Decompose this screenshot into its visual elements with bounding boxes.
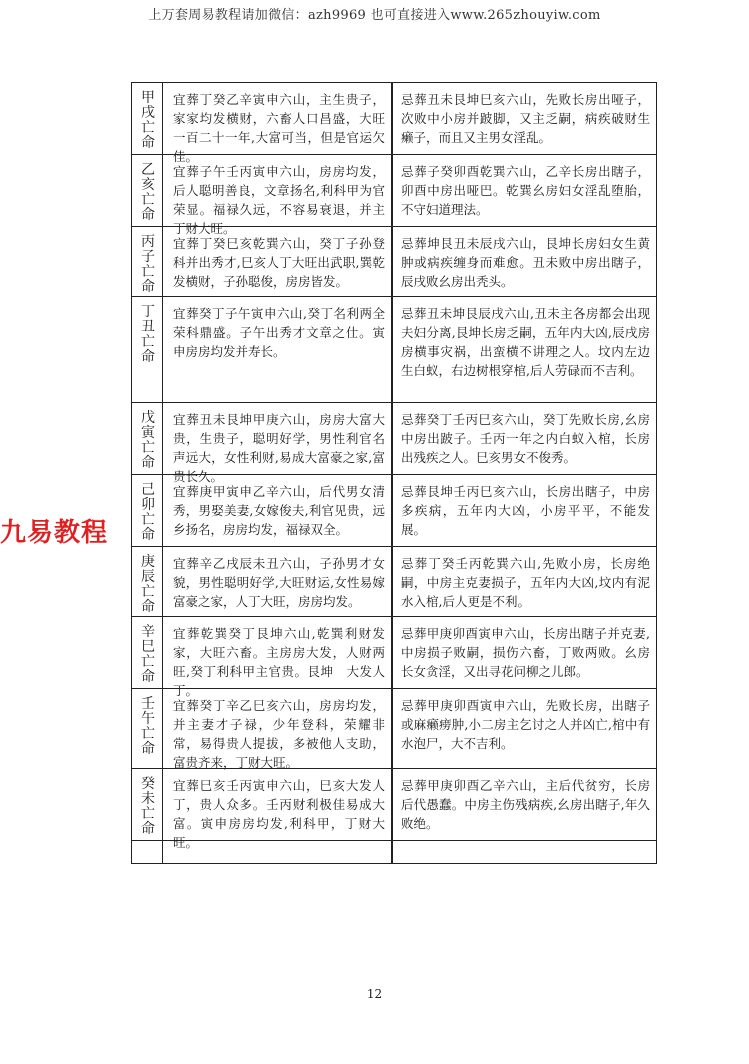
table-row xyxy=(132,297,656,403)
taboo-burial-cell: 忌葬甲庚卯酉寅申六山，先败长房，出瞎子或麻癞痨肿,小二房主乞讨之人并凶亡,棺中有水泡尸，大不吉利。 xyxy=(401,698,650,751)
favorable-burial-cell: 宜葬庚甲寅申乙辛六山，后代男女清秀，男娶美妻,女嫁俊夫,利官见贵，远乡扬名，房房均发，福禄双全。 xyxy=(163,475,393,546)
taboo-burial-cell: 忌葬甲庚卯酉寅申六山，长房出瞎子并克妻,中房损子败嗣，损伤六畜，丁败两败。幺房长女贪淫，又出寻花问柳之儿郎。 xyxy=(401,626,650,679)
life-name-cell: 丙子亡命 xyxy=(132,227,163,296)
taboo-burial-cell: 忌葬坤艮丑未辰戌六山，艮坤长房妇女生黄肿或病疾缠身而难愈。丑未败中房出瞎子，辰戌败幺房出秃头。 xyxy=(401,236,650,289)
table-row xyxy=(132,769,656,850)
taboo-burial-cell: 忌葬艮坤壬丙巳亥六山，长房出瞎子，中房多疾病，五年内大凶，小房平平，不能发展。 xyxy=(401,484,650,537)
favorable-burial-cell: 宜葬乾巽癸丁艮坤六山,乾巽利财发家，大旺六畜。主房房大发，人财两旺,癸丁利科甲主官贵。艮坤 大发人丁。 xyxy=(163,617,393,688)
life-name-cell: 乙亥亡命 xyxy=(132,155,163,226)
table-row xyxy=(132,83,656,164)
life-name-cell: 壬午亡命 xyxy=(132,689,163,768)
favorable-burial-cell xyxy=(163,841,393,863)
taboo-burial-cell: 忌葬丑未艮坤巳亥六山，先败长房出哑子，次败中小房并跛脚，又主乏嗣，病疾破财生癞子，而且又主男女淫乱。 xyxy=(401,92,650,145)
taboo-burial-cell: 忌葬丁癸壬丙乾巽六山,先败小房，长房绝嗣，中房主克妻损子，五年内大凶,坟内有泥水入棺,后人更是不利。 xyxy=(401,556,650,609)
favorable-burial-cell: 宜葬辛乙戌辰未丑六山，子孙男才女貌，男性聪明好学,大旺财运,女性易嫁富豪之家，人丁大旺，房房均发。 xyxy=(163,547,393,616)
table-row xyxy=(132,227,656,297)
table-row xyxy=(132,617,656,698)
life-name-cell: 庚辰亡命 xyxy=(132,547,163,616)
favorable-burial-cell: 宜葬巳亥壬丙寅申六山，巳亥大发人丁，贵人众多。壬丙财利极佳易成大富。寅申房房均发,利科甲，丁财大旺。 xyxy=(163,769,393,840)
table-row xyxy=(132,475,656,547)
favorable-burial-cell: 宜葬丁癸巳亥乾巽六山，癸丁子孙登科并出秀才,巳亥人丁大旺出武职,巽乾发横财，子孙聪俊，房房皆发。 xyxy=(163,227,393,296)
table-row xyxy=(132,841,656,863)
favorable-burial-cell: 宜葬丑未艮坤甲庚六山，房房大富大贵，生贵子，聪明好学，男性利官名声远大，女性利财,易成大富豪之家,富贵长久。 xyxy=(163,403,393,474)
table-row xyxy=(132,689,656,769)
taboo-burial-cell: 忌葬甲庚卯酉乙辛六山，主后代贫穷，长房后代愚蠢。中房主伤残病疾,幺房出瞎子,年久败绝。 xyxy=(401,778,650,831)
taboo-burial-cell: 忌葬丑未坤艮辰戌六山,丑未主各房都会出现夫妇分离,艮坤长房乏嗣，五年内大凶,辰戌房房横事灾祸，出蛮横不讲理之人。坟内左边生白蚁，右边树根穿棺,后人劳碌而不吉利。 xyxy=(401,306,650,378)
favorable-burial-cell: 宜葬丁癸乙辛寅申六山，主生贵子，家家均发横财，六畜人口昌盛，大旺一百二十一年,大富可当，但是官运欠佳。 xyxy=(163,83,393,154)
page-number: 12 xyxy=(366,987,383,1001)
life-name-cell: 癸未亡命 xyxy=(132,769,163,840)
table-row xyxy=(132,155,656,236)
burial-table xyxy=(131,82,657,864)
header-contact-line: 上万套周易教程请加微信：azh9969 也可直接进入www.265zhouyiw.com xyxy=(148,8,601,23)
life-name-cell: 甲戌亡命 xyxy=(132,83,163,154)
life-name-cell: 丁丑亡命 xyxy=(132,297,163,402)
life-name-cell: 戊寅亡命 xyxy=(132,403,163,474)
favorable-burial-cell: 宜葬癸丁辛乙巳亥六山，房房均发，并主妻才子禄，少年登科，荣耀非常，易得贵人提拔，多被他人支助，富贵齐来，丁财大旺。 xyxy=(163,689,393,768)
table-row xyxy=(132,547,656,617)
life-name-cell: 己卯亡命 xyxy=(132,475,163,546)
taboo-burial-cell: 忌葬子癸卯酉乾巽六山，乙辛长房出瞎子，卯酉中房出哑巴。乾巽幺房妇女淫乱堕胎，不守妇道理法。 xyxy=(401,164,650,217)
life-name-cell xyxy=(132,841,163,863)
watermark-logo: 九易教程 xyxy=(0,518,109,548)
table-row xyxy=(132,403,656,484)
life-name-cell: 辛巳亡命 xyxy=(132,617,163,688)
favorable-burial-cell: 宜葬子午壬丙寅申六山，房房均发，后人聪明善良，文章扬名,利科甲为官荣显。福禄久远，不容易衰退，并主丁财大旺。 xyxy=(163,155,393,226)
taboo-burial-cell xyxy=(393,841,656,863)
taboo-burial-cell: 忌葬癸丁壬丙巳亥六山，癸丁先败长房,幺房中房出跛子。壬丙一年之内白蚁入棺，长房出残疾之人。巳亥男女不俊秀。 xyxy=(401,412,650,465)
favorable-burial-cell: 宜葬癸丁子午寅申六山,癸丁名利两全荣科鼎盛。子午出秀才文章之仕。寅申房房均发并寿长。 xyxy=(163,297,393,402)
